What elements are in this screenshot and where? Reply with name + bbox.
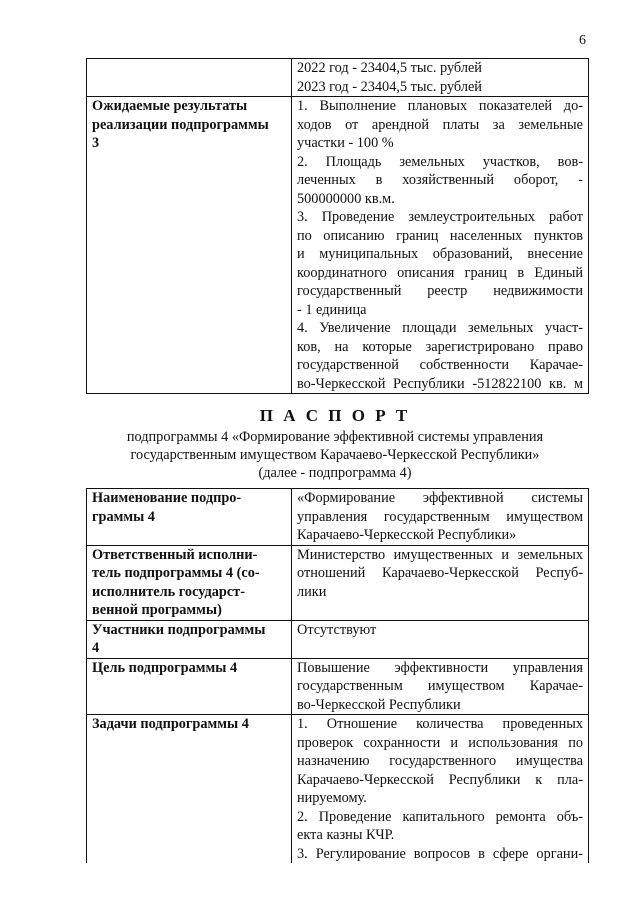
passport-subtitle-line: подпрограммы 4 «Формирование эффективной системы управления [126, 429, 544, 445]
text-line: во-Черкесской Республики [297, 696, 461, 713]
text-line: лики [297, 583, 327, 600]
page-number: 6 [579, 33, 586, 48]
text-line: 2. Проведение капитального ремонта объ- [297, 808, 583, 825]
row-value [292, 715, 589, 864]
row-label [87, 97, 292, 394]
text-line: Отсутствуют [297, 621, 377, 638]
row-label [87, 489, 292, 546]
passport-subtitle-line: (далее - подпрограмма 4) [258, 465, 412, 481]
text-line: проверок сохранности и использования по [297, 734, 583, 751]
funding-line: 2023 год - 23404,5 тыс. рублей [297, 78, 482, 95]
text-line: управления государственным имуществом [297, 508, 583, 525]
text-line: координатного описания границ в Единый [297, 264, 583, 281]
expected-results-cell [292, 97, 589, 394]
row-label [87, 620, 292, 658]
label-line: Участники подпрограммы [92, 621, 266, 638]
text-line: государственным имуществом Карачае- [297, 678, 583, 694]
text-line: 3. Проведение землеустроительных работ [297, 209, 583, 225]
label-line: Наименование подпро- [92, 490, 242, 506]
text-line: отношений Карачаево-Черкесской Респуб- [297, 565, 583, 581]
text-line: нируемому. [297, 790, 367, 806]
label-line: граммы 4 [92, 508, 155, 525]
table-row [87, 658, 589, 715]
table-row [87, 489, 589, 546]
text-line: 3. Регулирование вопросов в сфере органи- [297, 845, 583, 862]
table-row [87, 545, 589, 620]
text-line: Министерство имущественных и земельных [297, 546, 583, 563]
passport-title: П А С П О Р Т [259, 406, 411, 425]
label-line: 4 [92, 640, 100, 656]
text-line: 2. Площадь земельных участков, вов- [297, 153, 583, 170]
text-line: государственной собственности Карачае- [297, 357, 583, 373]
row-label [87, 658, 292, 715]
text-line: Карачаево-Черкесской Республики к пла- [297, 771, 583, 788]
label-line: тель подпрограммы 4 (со- [92, 565, 260, 581]
subprogram-4-passport-table [86, 488, 589, 863]
passport-subtitle-line: государственным имуществом Карачаево-Черкесской Республики» [130, 447, 540, 463]
label-line: Задачи подпрограммы 4 [92, 716, 249, 732]
text-line: екта казны КЧР. [297, 827, 395, 843]
text-line: ков, на которые зарегистрировано право [297, 338, 583, 355]
text-line: Карачаево-Черкесской Республики» [297, 527, 517, 543]
text-line: по описанию границ населенных пунктов [297, 227, 583, 244]
funding-cell [292, 59, 589, 97]
text-line: и муниципальных образований, внесение [297, 246, 583, 262]
text-line: назначению государственного имущества [297, 753, 583, 769]
row-label-empty [87, 59, 292, 97]
text-line: 4. Увеличение площади земельных участ- [297, 320, 583, 336]
text-line: 1. Выполнение плановых показателей до- [297, 98, 583, 114]
text-line: государственный реестр недвижимости [297, 283, 583, 299]
text-line: участки - 100 % [297, 135, 394, 151]
text-line: леченных в хозяйственный оборот, - [297, 172, 583, 188]
table-row [87, 620, 589, 658]
table-row [87, 97, 589, 394]
text-line: 1. Отношение количества проведенных [297, 716, 583, 732]
text-line: ходов от арендной платы за земельные [297, 116, 583, 133]
label-line: венной программы) [92, 602, 222, 618]
label-line: 3 [92, 135, 100, 151]
row-value [292, 620, 589, 658]
table-row [87, 59, 589, 97]
label-line: реализации подпрограммы [92, 116, 269, 133]
subprogram-3-table-continuation [86, 58, 589, 394]
label-line: Цель подпрограммы 4 [92, 659, 238, 676]
row-label [87, 715, 292, 864]
text-line: во-Черкесской Республики -512822100 кв. м [297, 375, 583, 392]
text-line: - 1 единица [297, 301, 367, 318]
funding-line: 2022 год - 23404,5 тыс. рублей [297, 60, 482, 76]
text-line: Повышение эффективности управления [297, 659, 583, 676]
label-line: Ожидаемые результаты [92, 98, 248, 114]
row-value [292, 658, 589, 715]
text-line: «Формирование эффективной системы [297, 490, 583, 506]
row-value [292, 545, 589, 620]
table-row [87, 715, 589, 864]
label-line: исполнитель государст- [92, 583, 245, 600]
row-value [292, 489, 589, 546]
text-line: 500000000 кв.м. [297, 190, 395, 207]
row-label [87, 545, 292, 620]
label-line: Ответственный исполни- [92, 546, 258, 563]
